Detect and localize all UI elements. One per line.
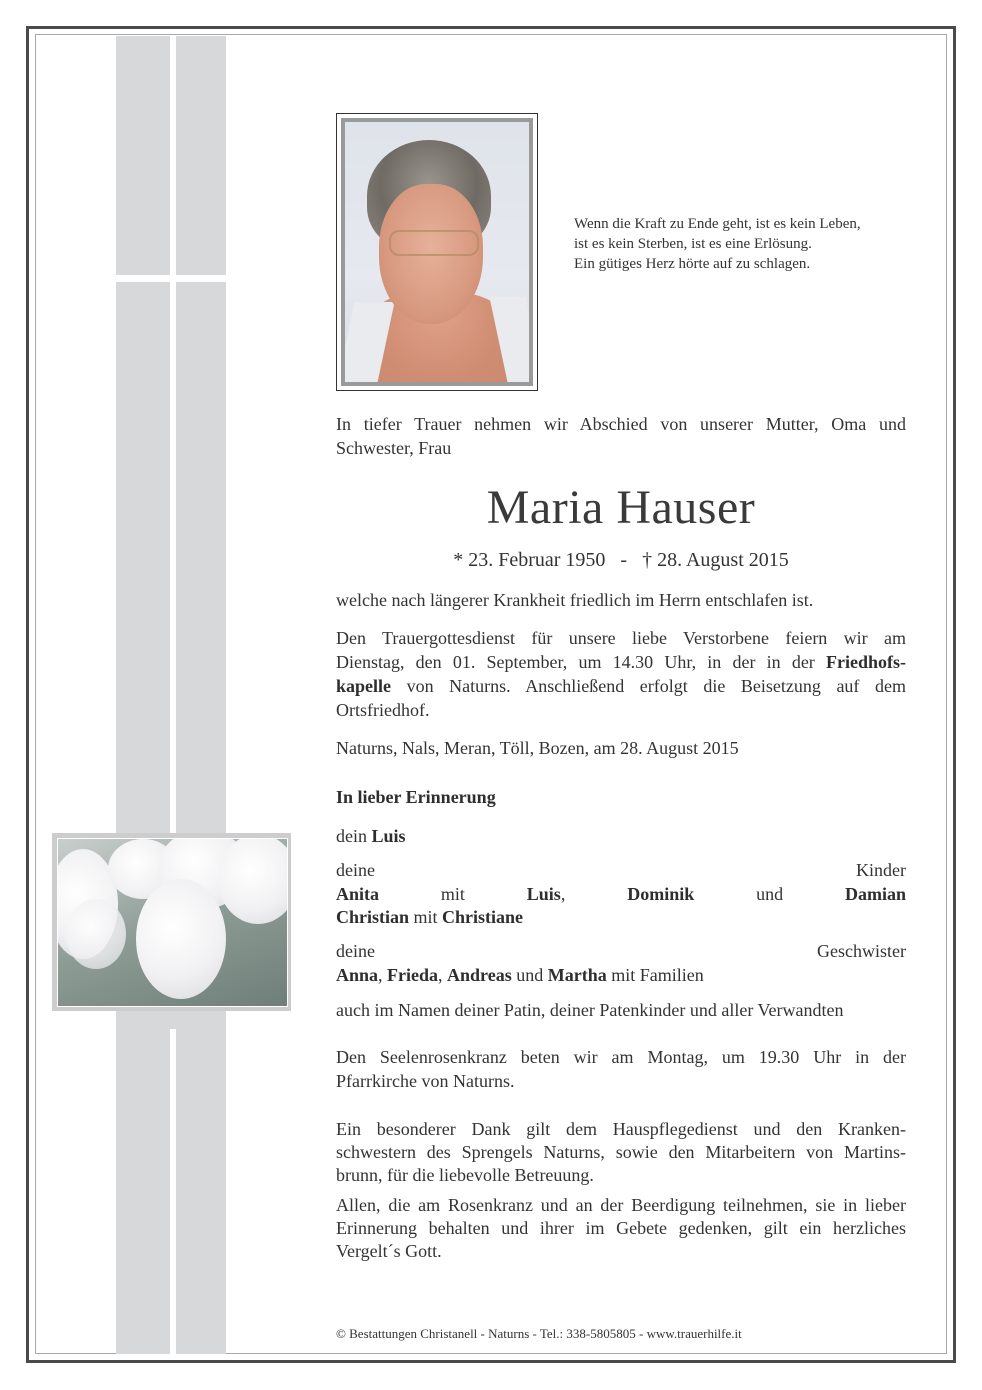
text-segment: Den Trauergottesdienst für unsere liebe Verstorbene feiern wir am bbox=[336, 628, 906, 648]
paragraph-children-line bbox=[336, 905, 906, 929]
text-segment: Den Seelenrosenkranz beten wir am Montag, um 19.30 Uhr in der bbox=[336, 1047, 906, 1067]
bold-text: Dominik bbox=[627, 883, 695, 904]
bold-text: Friedhofs- bbox=[826, 652, 906, 672]
paragraph-rosary-line bbox=[336, 1045, 906, 1069]
text-segment: mit bbox=[379, 883, 527, 904]
text-segment: Vergelt´s Gott. bbox=[336, 1241, 442, 1261]
text-segment: Naturns, Nals, Meran, Töll, Bozen, am 28. August 2015 bbox=[336, 738, 739, 758]
decor-gap-vertical-lower bbox=[170, 1029, 176, 1354]
paragraph-funeral-service-line bbox=[336, 650, 906, 674]
paragraph-places-date-line bbox=[336, 736, 906, 760]
bold-text: Frieda bbox=[387, 965, 439, 985]
text-segment: welche nach längerer Krankheit friedlich im Herrn entschlafen ist. bbox=[336, 590, 814, 610]
paragraph-thanks-line bbox=[336, 1140, 906, 1164]
text-segment: , bbox=[560, 883, 628, 904]
paragraph-siblings-line bbox=[336, 939, 906, 963]
paragraph-children-line bbox=[336, 882, 906, 906]
date-separator: - bbox=[620, 549, 628, 571]
text-segment: brunn, für die liebevolle Betreuung. bbox=[336, 1165, 594, 1185]
paragraph-funeral-service-line bbox=[336, 698, 906, 722]
bold-text: Christian bbox=[336, 907, 410, 927]
orchid-image bbox=[52, 833, 291, 1011]
text-segment: , bbox=[378, 965, 388, 985]
text-segment: Dienstag, den 01. September, um 14.30 Uhr, in der in der bbox=[336, 652, 826, 672]
text-segment: schwestern des Sprengels Naturns, sowie den Mitarbeitern von Martins- bbox=[336, 1142, 906, 1162]
quote-line: Ein gütiges Herz hörte auf zu schlagen. bbox=[574, 256, 811, 272]
text-segment: von Naturns. Anschließend erfolgt die Beisetzung auf dem bbox=[391, 676, 906, 696]
paragraph-closing-line bbox=[336, 1193, 906, 1217]
life-dates bbox=[336, 547, 906, 573]
paragraph-intro-line bbox=[336, 412, 906, 436]
deceased-name: Maria Hauser bbox=[486, 481, 756, 534]
paragraph-closing-line bbox=[336, 1239, 906, 1263]
text-segment: Allen, die am Rosenkranz und an der Beerdigung teilnehmen, sie in lieber bbox=[336, 1195, 906, 1215]
text-segment: deine Kinder bbox=[336, 860, 906, 880]
death-date: † 28. August 2015 bbox=[642, 549, 789, 571]
paragraph-funeral-service-line bbox=[336, 626, 906, 650]
paragraph-remembrance-heading-line bbox=[336, 785, 906, 809]
decor-gap-horizontal bbox=[116, 275, 226, 282]
bold-text: Anita bbox=[336, 883, 380, 904]
bold-text: Luis bbox=[526, 883, 561, 904]
paragraph-funeral-service-line bbox=[336, 674, 906, 698]
paragraph-intro-line bbox=[336, 436, 906, 460]
text-segment: In tiefer Trauer nehmen wir Abschied von unserer Mutter, Oma und bbox=[336, 414, 906, 434]
text-segment: mit bbox=[409, 907, 443, 927]
text-segment: Ortsfriedhof. bbox=[336, 700, 430, 720]
bold-text: Martha bbox=[547, 965, 607, 985]
quote-line: ist es kein Sterben, ist es eine Erlösung. bbox=[574, 236, 812, 252]
paragraph-thanks-line bbox=[336, 1117, 906, 1141]
bold-text: Luis bbox=[371, 826, 406, 846]
text-segment: , bbox=[438, 965, 448, 985]
bold-text: Andreas bbox=[447, 965, 512, 985]
text-segment: deine Geschwister bbox=[336, 941, 906, 961]
paragraph-thanks-line bbox=[336, 1163, 906, 1187]
paragraph-rosary-line bbox=[336, 1069, 906, 1093]
text-segment: und bbox=[511, 965, 548, 985]
paragraph-relatives-line bbox=[336, 998, 906, 1022]
quote-line: Wenn die Kraft zu Ende geht, ist es kein Leben, bbox=[574, 216, 861, 232]
bold-text: kapelle bbox=[336, 676, 392, 696]
memorial-quote bbox=[574, 214, 861, 274]
text-segment: mit Familien bbox=[606, 965, 704, 985]
text-segment: dein bbox=[336, 826, 372, 846]
text-segment: Erinnerung behalten und ihrer im Gebete gedenken, gilt ein herzliches bbox=[336, 1218, 906, 1238]
text-segment: Pfarrkirche von Naturns. bbox=[336, 1071, 515, 1091]
birth-date: * 23. Februar 1950 bbox=[453, 549, 606, 571]
footer-credit: © Bestattungen Christanell - Naturns - Tel.: 338-5805805 - www.trauerhilfe.it bbox=[336, 1326, 742, 1341]
bold-text: In lieber Erinnerung bbox=[336, 787, 496, 807]
paragraph-siblings-line bbox=[336, 963, 906, 987]
paragraph-children-line bbox=[336, 858, 906, 882]
text-segment: Schwester, Frau bbox=[336, 438, 452, 458]
bold-text: Damian bbox=[845, 883, 906, 904]
paragraph-husband-line bbox=[336, 824, 906, 848]
paragraph-passing-line bbox=[336, 588, 906, 612]
text-segment: auch im Namen deiner Patin, deiner Patenkinder und aller Verwandten bbox=[336, 1000, 844, 1020]
text-segment: Ein besonderer Dank gilt dem Hauspflegedienst und den Kranken- bbox=[336, 1119, 906, 1139]
paragraph-closing-line bbox=[336, 1216, 906, 1240]
decor-gap-vertical bbox=[170, 36, 176, 833]
bold-text: Christiane bbox=[442, 907, 524, 927]
text-segment: und bbox=[694, 883, 845, 904]
portrait-photo bbox=[336, 113, 538, 391]
bold-text: Anna bbox=[336, 965, 379, 985]
